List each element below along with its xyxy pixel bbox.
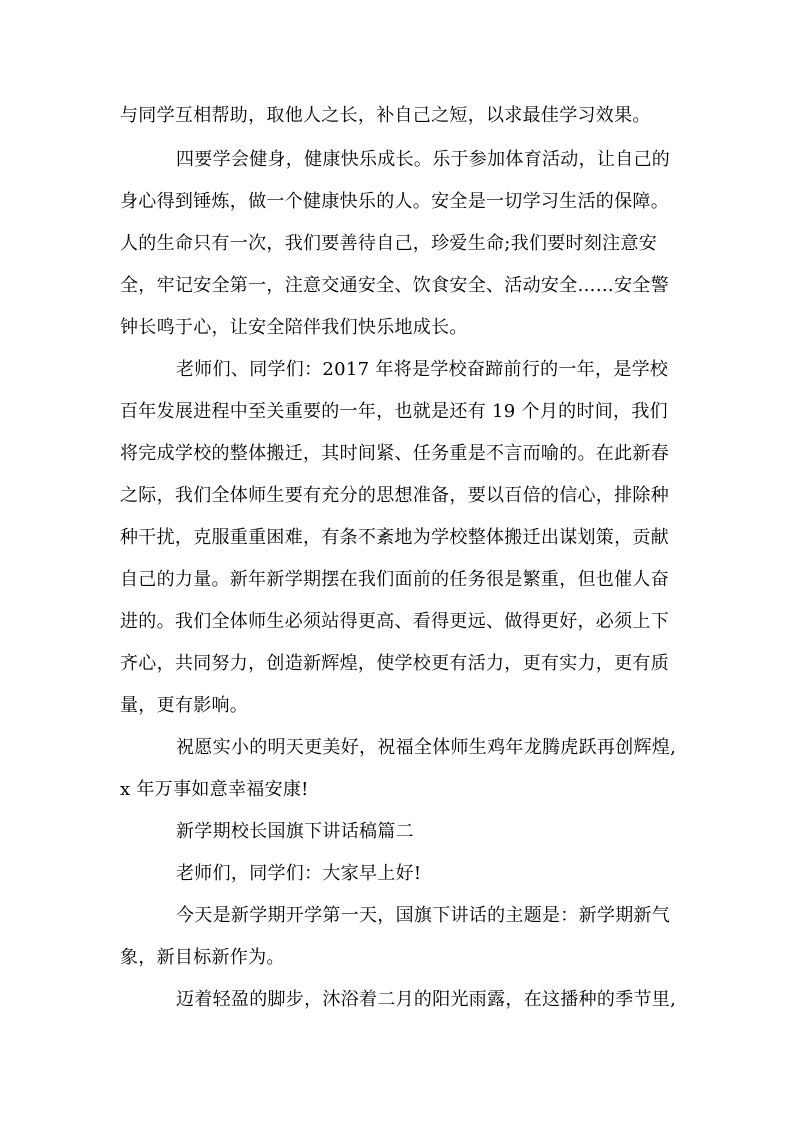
text-line: 钟长鸣于心，让安全陪伴我们快乐地成长。 bbox=[120, 317, 468, 338]
text-line: 老师们，同学们：大家早上好! bbox=[176, 863, 422, 884]
text-line: 象，新目标新作为。 bbox=[120, 947, 285, 968]
text-line: 进的。我们全体师生必须站得更高、看得更远、做得更好，必须上下 bbox=[120, 611, 669, 632]
text-line: x 年万事如意幸福安康! bbox=[120, 779, 309, 800]
text-line: 量，更有影响。 bbox=[120, 695, 249, 716]
text-line: 之际，我们全体师生要有充分的思想准备，要以百倍的信心，排除种 bbox=[120, 485, 669, 506]
text-line: 身心得到锤炼，做一个健康快乐的人。安全是一切学习生活的保障。 bbox=[120, 191, 669, 212]
text-line: 人的生命只有一次，我们要善待自己，珍爱生命;我们要时刻注意安 bbox=[120, 233, 658, 254]
text-line: 齐心，共同努力，创造新辉煌，使学校更有活力，更有实力，更有质 bbox=[120, 653, 669, 674]
text-line: 与同学互相帮助，取他人之长，补自己之短，以求最佳学习效果。 bbox=[120, 105, 651, 126]
text-line: 种干扰，克服重重困难，有条不紊地为学校整体搬迁出谋划策，贡献 bbox=[120, 527, 669, 548]
text-line: 迈着轻盈的脚步，沐浴着二月的阳光雨露，在这播种的季节里, bbox=[176, 989, 677, 1010]
text-line: 老师们、同学们：2017 年将是学校奋蹄前行的一年，是学校 bbox=[176, 359, 669, 380]
text-line: 百年发展进程中至关重要的一年，也就是还有 19 个月的时间，我们 bbox=[120, 401, 668, 422]
text-line: 今天是新学期开学第一天，国旗下讲话的主题是：新学期新气 bbox=[176, 905, 671, 926]
text-line: 四要学会健身，健康快乐成长。乐于参加体育活动，让自己的 bbox=[176, 149, 671, 170]
heading-line: 新学期校长国旗下讲话稿篇二 bbox=[176, 821, 414, 842]
text-line: 自己的力量。新年新学期摆在我们面前的任务很是繁重，但也催人奋 bbox=[120, 569, 669, 590]
text-line: 将完成学校的整体搬迁，其时间紧、任务重是不言而喻的。在此新春 bbox=[120, 443, 669, 464]
text-line: 祝愿实小的明天更美好，祝福全体师生鸡年龙腾虎跃再创辉煌, bbox=[176, 737, 677, 758]
text-line: 全，牢记安全第一，注意交通安全、饮食安全、活动安全……安全警 bbox=[120, 275, 669, 296]
